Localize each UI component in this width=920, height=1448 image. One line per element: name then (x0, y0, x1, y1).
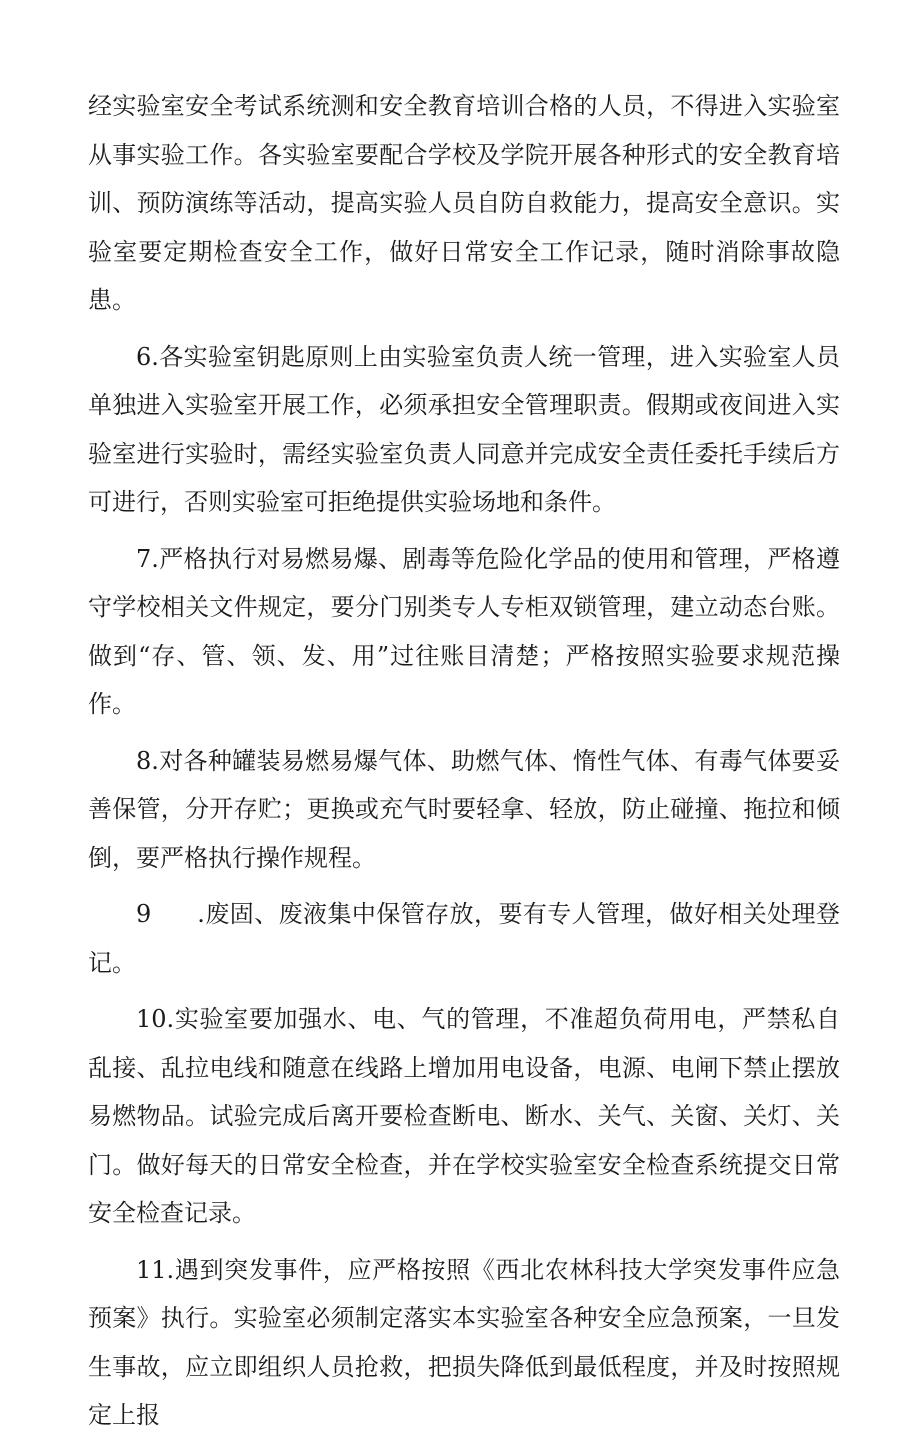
paragraph-item-8 (88, 737, 840, 883)
paragraph-text: .严格执行对易燃易爆、剧毒等危险化学品的使用和管理，严格遵守学校相关文件规定，要分门别类专人专柜双锁管理，建立动态台账。做到“存、管、领、发、用”过往账目清楚；严格按照实验要求规范操作。 (88, 544, 840, 718)
paragraph-text: .实验室要加强水、电、气的管理，不准超负荷用电，严禁私自乱接、乱拉电线和随意在线路上增加用电设备，电源、电闸下禁止摆放易燃物品。试验完成后离开要检查断电、断水、关气、关窗、关灯、关门。做好每天的日常安全检查，并在学校实验室安全检查系统提交日常安全检查记录。 (88, 1005, 840, 1227)
item-number: 6 (136, 342, 152, 371)
paragraph-item-9 (88, 890, 840, 987)
paragraph-text: .对各种罐装易燃易爆气体、助燃气体、惰性气体、有毒气体要妥善保管，分开存贮；更换或充气时要轻拿、轻放，防止碰撞、拖拉和倾倒，要严格执行操作规程。 (88, 746, 840, 872)
document-body (88, 82, 840, 1448)
item-number: 9 (136, 900, 152, 928)
item-number: 7 (136, 544, 152, 573)
paragraph-item-10 (88, 995, 840, 1238)
paragraph-continuation (88, 82, 840, 325)
paragraph-item-11 (88, 1246, 840, 1440)
item-number: 8 (136, 746, 152, 775)
paragraph-text: 经实验室安全考试系统测和安全教育培训合格的人员，不得进入实验室从事实验工作。各实验室要配合学校及学院开展各种形式的安全教育培训、预防演练等活动，提高实验人员自防自救能力，提高安全意识。实验室要定期检查安全工作，做好日常安全工作记录，随时消除事故隐患。 (88, 92, 840, 314)
paragraph-item-6 (88, 333, 840, 527)
item-number: 11 (136, 1255, 167, 1284)
paragraph-item-7 (88, 535, 840, 729)
item-number: 10 (136, 1005, 167, 1033)
paragraph-text: .遇到突发事件，应严格按照《西北农林科技大学突发事件应急预案》执行。实验室必须制定落实本实验室各种安全应急预案，一旦发生事故，应立即组织人员抢救，把损失降低到最低程度，并及时按照规定上报 (88, 1255, 840, 1429)
paragraph-text: .各实验室钥匙原则上由实验室负责人统一管理，进入实验室人员单独进入实验室开展工作，必须承担安全管理职责。假期或夜间进入实验室进行实验时，需经实验室负责人同意并完成安全责任委托手续后方可进行，否则实验室可拒绝提供实验场地和条件。 (88, 342, 840, 516)
paragraph-text: .废固、废液集中保管存放，要有专人管理，做好相关处理登记。 (88, 900, 840, 977)
